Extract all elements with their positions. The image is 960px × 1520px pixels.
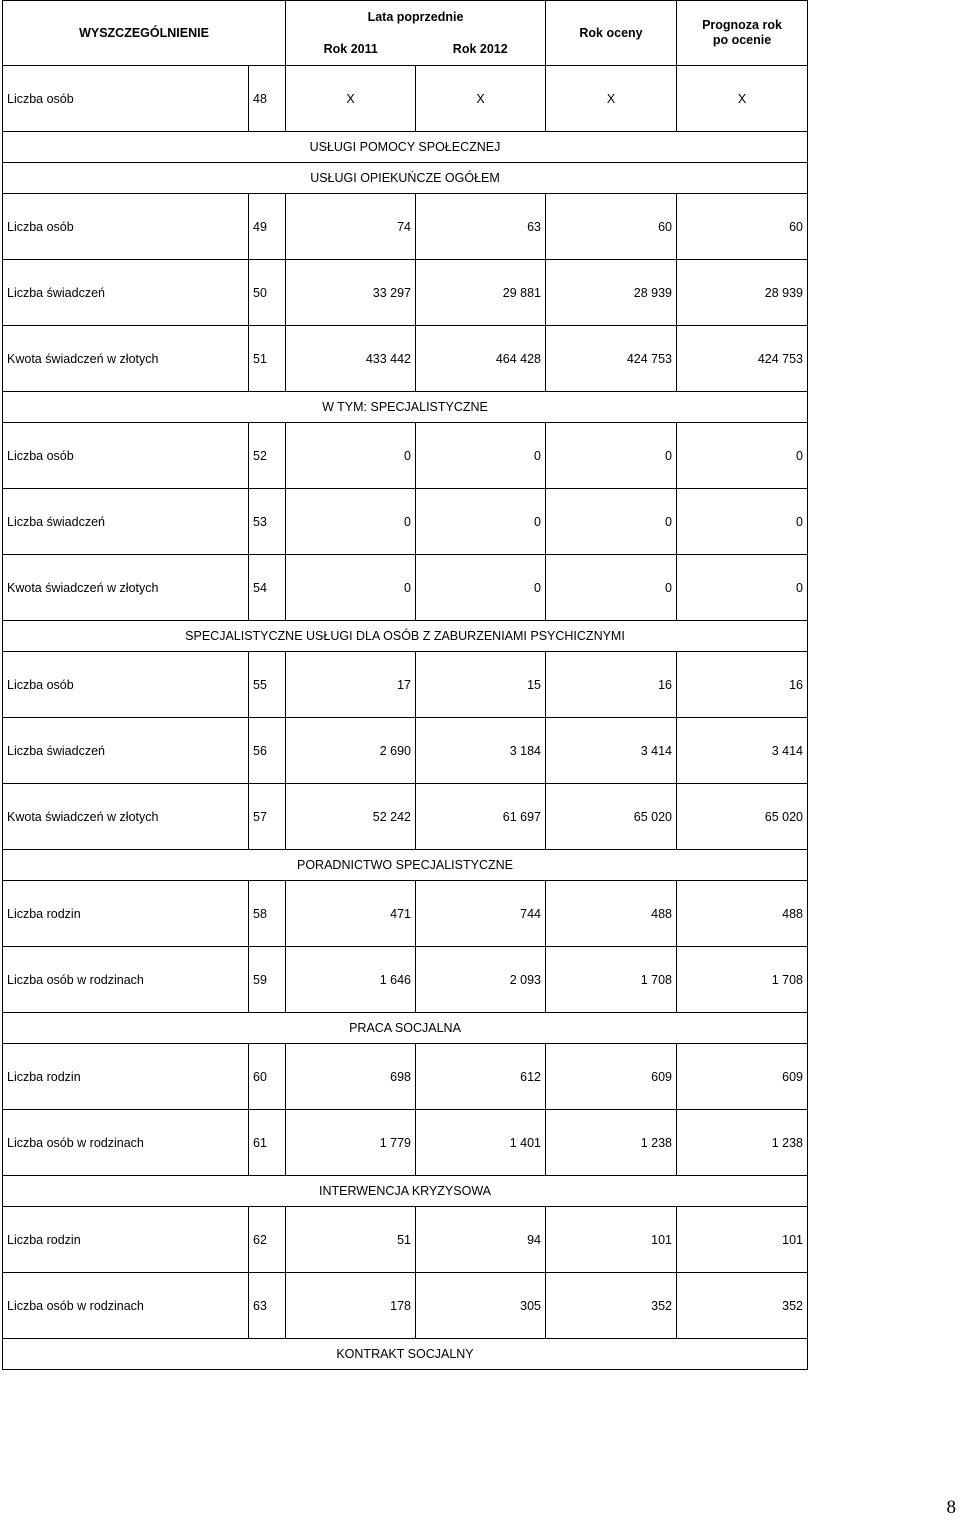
value-cell: 3 414 xyxy=(677,718,808,784)
row-label: Liczba osób xyxy=(3,652,249,718)
table-row xyxy=(3,784,808,850)
page-number: 8 xyxy=(946,1497,956,1518)
value-cell: 29 881 xyxy=(416,260,546,326)
row-label: Liczba osób xyxy=(3,66,249,132)
value-cell: X xyxy=(416,66,546,132)
value-cell: 16 xyxy=(546,652,677,718)
value-cell: 612 xyxy=(416,1044,546,1110)
header-item: WYSZCZEGÓLNIENIE xyxy=(3,1,286,66)
table-row xyxy=(3,326,808,392)
value-cell: 101 xyxy=(677,1207,808,1273)
value-cell: 424 753 xyxy=(546,326,677,392)
value-cell: 74 xyxy=(286,194,416,260)
value-cell: 488 xyxy=(677,881,808,947)
row-code: 62 xyxy=(249,1207,286,1273)
value-cell: 0 xyxy=(286,423,416,489)
value-cell: 1 708 xyxy=(546,947,677,1013)
value-cell: X xyxy=(286,66,416,132)
table-row xyxy=(3,423,808,489)
value-cell: 60 xyxy=(677,194,808,260)
row-label: Liczba osób w rodzinach xyxy=(3,1273,249,1339)
row-code: 54 xyxy=(249,555,286,621)
value-cell: 305 xyxy=(416,1273,546,1339)
section-row xyxy=(3,132,808,163)
row-label: Liczba osób xyxy=(3,194,249,260)
value-cell: 28 939 xyxy=(677,260,808,326)
section-row xyxy=(3,621,808,652)
row-label: Liczba rodzin xyxy=(3,881,249,947)
value-cell: 609 xyxy=(677,1044,808,1110)
value-cell: 1 401 xyxy=(416,1110,546,1176)
header-year-2011: Rok 2011 xyxy=(286,34,416,66)
value-cell: 65 020 xyxy=(546,784,677,850)
value-cell: 744 xyxy=(416,881,546,947)
row-code: 57 xyxy=(249,784,286,850)
row-code: 53 xyxy=(249,489,286,555)
section-title: USŁUGI POMOCY SPOŁECZNEJ xyxy=(3,132,808,163)
value-cell: 0 xyxy=(416,489,546,555)
section-title: W TYM: SPECJALISTYCZNE xyxy=(3,392,808,423)
value-cell: X xyxy=(546,66,677,132)
table-header xyxy=(3,1,808,66)
section-row xyxy=(3,1176,808,1207)
header-rating-year: Rok oceny xyxy=(546,1,677,66)
value-cell: 16 xyxy=(677,652,808,718)
row-label: Liczba świadczeń xyxy=(3,489,249,555)
value-cell: 0 xyxy=(677,489,808,555)
section-title: SPECJALISTYCZNE USŁUGI DLA OSÓB Z ZABURZENIAMI PSYCHICZNYMI xyxy=(3,621,808,652)
value-cell: 1 238 xyxy=(546,1110,677,1176)
value-cell: 1 779 xyxy=(286,1110,416,1176)
row-code: 59 xyxy=(249,947,286,1013)
row-code: 48 xyxy=(249,66,286,132)
section-row xyxy=(3,392,808,423)
value-cell: 433 442 xyxy=(286,326,416,392)
section-row xyxy=(3,850,808,881)
table-body xyxy=(3,66,808,1370)
value-cell: 1 646 xyxy=(286,947,416,1013)
table-row xyxy=(3,1207,808,1273)
value-cell: 28 939 xyxy=(546,260,677,326)
value-cell: 61 697 xyxy=(416,784,546,850)
value-cell: 352 xyxy=(546,1273,677,1339)
data-table xyxy=(2,0,808,1370)
value-cell: 0 xyxy=(286,489,416,555)
row-code: 63 xyxy=(249,1273,286,1339)
table-row xyxy=(3,1110,808,1176)
value-cell: 178 xyxy=(286,1273,416,1339)
value-cell: 0 xyxy=(546,423,677,489)
value-cell: 65 020 xyxy=(677,784,808,850)
row-label: Liczba osób w rodzinach xyxy=(3,947,249,1013)
row-label: Liczba świadczeń xyxy=(3,718,249,784)
value-cell: 464 428 xyxy=(416,326,546,392)
row-label: Liczba osób xyxy=(3,423,249,489)
row-label: Liczba świadczeń xyxy=(3,260,249,326)
row-label: Kwota świadczeń w złotych xyxy=(3,326,249,392)
row-code: 52 xyxy=(249,423,286,489)
value-cell: 471 xyxy=(286,881,416,947)
section-row xyxy=(3,1339,808,1370)
value-cell: 352 xyxy=(677,1273,808,1339)
row-code: 56 xyxy=(249,718,286,784)
table-row xyxy=(3,652,808,718)
section-title: INTERWENCJA KRYZYSOWA xyxy=(3,1176,808,1207)
row-code: 61 xyxy=(249,1110,286,1176)
value-cell: 3 184 xyxy=(416,718,546,784)
row-code: 58 xyxy=(249,881,286,947)
table-row xyxy=(3,1273,808,1339)
value-cell: 0 xyxy=(677,555,808,621)
value-cell: 33 297 xyxy=(286,260,416,326)
table-row xyxy=(3,718,808,784)
value-cell: 0 xyxy=(416,555,546,621)
table-row xyxy=(3,489,808,555)
value-cell: 0 xyxy=(677,423,808,489)
section-title: KONTRAKT SOCJALNY xyxy=(3,1339,808,1370)
value-cell: 609 xyxy=(546,1044,677,1110)
table-row xyxy=(3,260,808,326)
section-row xyxy=(3,163,808,194)
row-label: Kwota świadczeń w złotych xyxy=(3,784,249,850)
row-label: Liczba osób w rodzinach xyxy=(3,1110,249,1176)
row-label: Liczba rodzin xyxy=(3,1044,249,1110)
header-forecast: Prognoza rok po ocenie xyxy=(677,1,808,66)
value-cell: 15 xyxy=(416,652,546,718)
value-cell: 63 xyxy=(416,194,546,260)
header-year-2012: Rok 2012 xyxy=(416,34,546,66)
value-cell: 17 xyxy=(286,652,416,718)
value-cell: 3 414 xyxy=(546,718,677,784)
value-cell: X xyxy=(677,66,808,132)
value-cell: 94 xyxy=(416,1207,546,1273)
section-title: PRACA SOCJALNA xyxy=(3,1013,808,1044)
value-cell: 52 242 xyxy=(286,784,416,850)
value-cell: 488 xyxy=(546,881,677,947)
table-row xyxy=(3,947,808,1013)
value-cell: 51 xyxy=(286,1207,416,1273)
table-row xyxy=(3,66,808,132)
value-cell: 101 xyxy=(546,1207,677,1273)
row-code: 49 xyxy=(249,194,286,260)
row-code: 51 xyxy=(249,326,286,392)
table-row xyxy=(3,555,808,621)
section-title: USŁUGI OPIEKUŃCZE OGÓŁEM xyxy=(3,163,808,194)
table-row xyxy=(3,194,808,260)
value-cell: 1 708 xyxy=(677,947,808,1013)
row-label: Liczba rodzin xyxy=(3,1207,249,1273)
value-cell: 698 xyxy=(286,1044,416,1110)
value-cell: 0 xyxy=(286,555,416,621)
header-previous-years: Lata poprzednie xyxy=(286,1,546,35)
table-row xyxy=(3,1044,808,1110)
row-code: 60 xyxy=(249,1044,286,1110)
value-cell: 2 690 xyxy=(286,718,416,784)
section-title: PORADNICTWO SPECJALISTYCZNE xyxy=(3,850,808,881)
section-row xyxy=(3,1013,808,1044)
row-code: 50 xyxy=(249,260,286,326)
value-cell: 0 xyxy=(546,555,677,621)
value-cell: 2 093 xyxy=(416,947,546,1013)
value-cell: 60 xyxy=(546,194,677,260)
value-cell: 0 xyxy=(416,423,546,489)
row-code: 55 xyxy=(249,652,286,718)
value-cell: 0 xyxy=(546,489,677,555)
row-label: Kwota świadczeń w złotych xyxy=(3,555,249,621)
table-row xyxy=(3,881,808,947)
value-cell: 424 753 xyxy=(677,326,808,392)
value-cell: 1 238 xyxy=(677,1110,808,1176)
